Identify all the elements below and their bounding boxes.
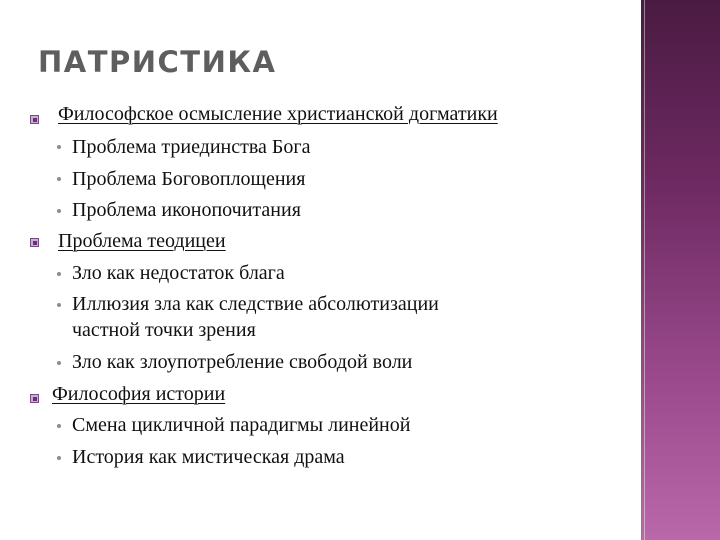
- dot-bullet-icon: [57, 272, 61, 276]
- list-item: Проблема Боговоплощения: [72, 168, 306, 190]
- checkbox-bullet-icon: [30, 115, 39, 124]
- list-item-continuation: частной точки зрения: [72, 319, 256, 341]
- list-item: История как мистическая драма: [72, 446, 345, 468]
- list-item: Зло как злоупотребление свободой воли: [72, 351, 413, 373]
- list-item: Иллюзия зла как следствие абсолютизации: [72, 293, 439, 315]
- list-item: Смена цикличной парадигмы линейной: [72, 414, 411, 436]
- dot-bullet-icon: [57, 456, 61, 460]
- checkbox-bullet-icon: [30, 238, 39, 247]
- band-divider-line: [644, 0, 645, 540]
- dot-bullet-icon: [57, 145, 61, 149]
- dot-bullet-icon: [57, 424, 61, 428]
- list-item: Зло как недостаток блага: [72, 262, 285, 284]
- right-decorative-band: [641, 0, 720, 540]
- slide-title: ПАТРИСТИКА: [38, 45, 277, 79]
- list-item: Проблема триединства Бога: [72, 136, 311, 158]
- checkbox-bullet-icon: [30, 394, 39, 403]
- dot-bullet-icon: [57, 361, 61, 365]
- section-heading: Проблема теодицеи: [58, 230, 226, 252]
- section-heading: Философское осмысление христианской догматики: [58, 103, 498, 125]
- dot-bullet-icon: [57, 303, 61, 307]
- dot-bullet-icon: [57, 209, 61, 213]
- section-heading: Философия истории: [52, 383, 226, 405]
- dot-bullet-icon: [57, 177, 61, 181]
- list-item: Проблема иконопочитания: [72, 199, 301, 221]
